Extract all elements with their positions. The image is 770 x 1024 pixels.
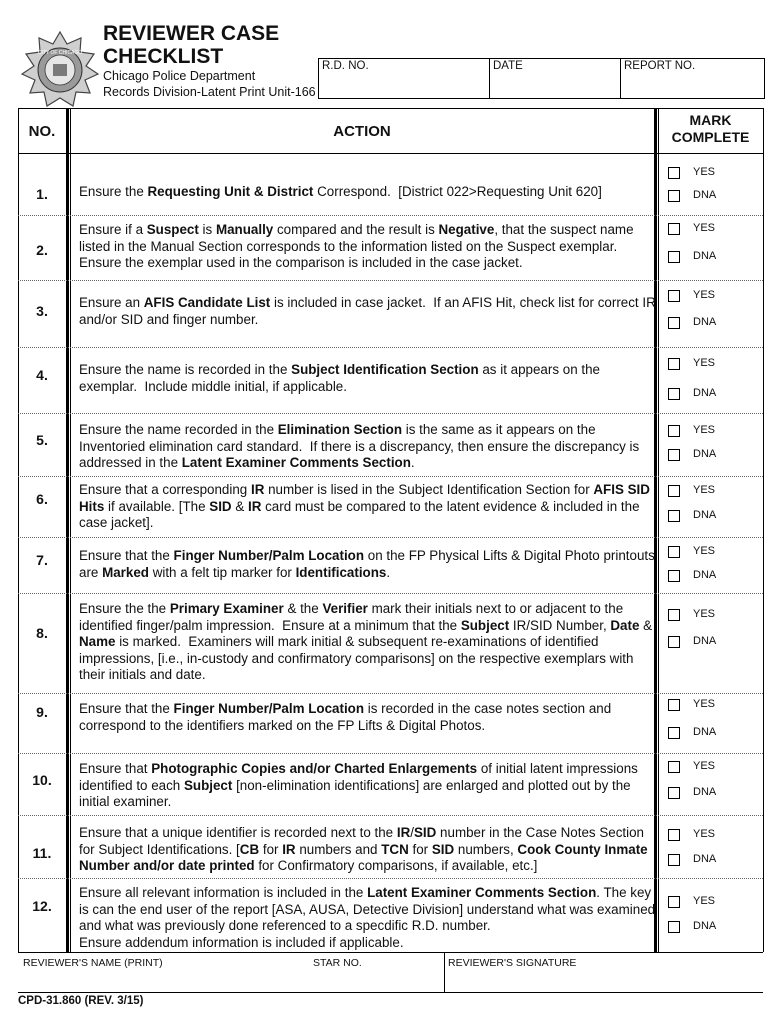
dna-checkbox[interactable] bbox=[668, 317, 680, 329]
no-column-rule-inner bbox=[70, 108, 71, 952]
yes-checkbox[interactable] bbox=[668, 223, 680, 235]
yes-label: YES bbox=[693, 222, 716, 234]
footer-bottom-rule bbox=[18, 992, 763, 993]
form-code: CPD-31.860 (REV. 3/15) bbox=[18, 995, 144, 1007]
report-no-field[interactable]: REPORT NO. bbox=[620, 58, 765, 98]
dna-label: DNA bbox=[693, 635, 717, 647]
yes-label: YES bbox=[693, 828, 716, 840]
col-action-heading: ACTION bbox=[333, 123, 391, 140]
row-action-text: Ensure the Requesting Unit & District Correspond. [District 022>Requesting Unit 620] bbox=[79, 184, 602, 199]
dna-checkbox[interactable] bbox=[668, 787, 680, 799]
header-row-rule bbox=[18, 153, 763, 154]
yes-checkbox[interactable] bbox=[668, 358, 680, 370]
star-no-label: STAR NO. bbox=[313, 957, 362, 969]
dna-checkbox[interactable] bbox=[668, 449, 680, 461]
dna-label: DNA bbox=[693, 316, 717, 328]
dna-label: DNA bbox=[693, 189, 717, 201]
row-action-text: Ensure if a Suspect is Manually compared and the result is Negative, that the suspect name listed in the Manual Section corresponds to the information listed on the Suspect exemplar. Ensure the exemplar used in the comparison is included in the case jacket. bbox=[79, 222, 634, 271]
reviewer-name-label: REVIEWER'S NAME (PRINT) bbox=[23, 957, 163, 969]
yes-label: YES bbox=[693, 357, 716, 369]
row-number: 4. bbox=[36, 367, 48, 383]
dna-checkbox[interactable] bbox=[668, 388, 680, 400]
row-action-text: Ensure an AFIS Candidate List is included in case jacket. If an AFIS Hit, check list for correct IR and/or SID and finger number. bbox=[79, 295, 656, 327]
row-divider bbox=[18, 593, 763, 594]
yes-checkbox[interactable] bbox=[668, 485, 680, 497]
mark-column-rule-inner bbox=[658, 108, 659, 952]
yes-checkbox[interactable] bbox=[668, 425, 680, 437]
row-divider bbox=[18, 815, 763, 816]
row-action-text: Ensure the the Primary Examiner & the Verifier mark their initials next to or adjacent to the identified finger/palm impression. Ensure at a minimum that the Subject IR/SID Number, Date & Name is marked. Examiners will mark initial & subsequent re-examinations of identified impressions, [i.e., in-custody and confirmatory comparisons] on the respective exemplars with their initials and date. bbox=[79, 601, 653, 683]
yes-label: YES bbox=[693, 424, 716, 436]
yes-checkbox[interactable] bbox=[668, 290, 680, 302]
row-number: 9. bbox=[36, 704, 48, 720]
row-divider bbox=[18, 280, 763, 281]
dna-label: DNA bbox=[693, 853, 717, 865]
row-divider bbox=[18, 215, 763, 216]
yes-checkbox[interactable] bbox=[668, 609, 680, 621]
dna-label: DNA bbox=[693, 726, 717, 738]
dna-label: DNA bbox=[693, 786, 717, 798]
row-number: 7. bbox=[36, 552, 48, 568]
row-divider bbox=[18, 878, 763, 879]
dna-label: DNA bbox=[693, 448, 717, 460]
yes-checkbox[interactable] bbox=[668, 546, 680, 558]
reviewer-signature-field[interactable] bbox=[445, 952, 763, 992]
header-bottom-rule bbox=[318, 98, 765, 99]
yes-checkbox[interactable] bbox=[668, 896, 680, 908]
yes-checkbox[interactable] bbox=[668, 761, 680, 773]
row-action-text: Ensure all relevant information is included in the Latent Examiner Comments Section. The key is can the end user of the report [ASA, AUSA, Detective Division] understand what was examined and what was previously done referenced to a specdific R.D. number. Ensure addendum information is included if applicable. bbox=[79, 885, 656, 950]
row-divider bbox=[18, 753, 763, 754]
chicago-police-seal-icon bbox=[20, 30, 100, 110]
dna-checkbox[interactable] bbox=[668, 854, 680, 866]
row-number: 6. bbox=[36, 491, 48, 507]
row-action-text: Ensure that the Finger Number/Palm Location is recorded in the case notes section and correspond to the identifiers marked on the FP Lifts & Digital Photos. bbox=[79, 701, 612, 733]
department-info: Chicago Police Department Records Division-Latent Print Unit-166 bbox=[103, 69, 316, 99]
yes-checkbox[interactable] bbox=[668, 829, 680, 841]
yes-checkbox[interactable] bbox=[668, 699, 680, 711]
reviewer-signature-label: REVIEWER'S SIGNATURE bbox=[448, 957, 577, 969]
row-action-text: Ensure the name is recorded in the Subject Identification Section as it appears on the exemplar. Include middle initial, if applicable. bbox=[79, 362, 600, 394]
row-number: 5. bbox=[36, 432, 48, 448]
rd-no-field[interactable]: R.D. NO. bbox=[318, 58, 489, 98]
row-divider bbox=[18, 413, 763, 414]
yes-label: YES bbox=[693, 608, 716, 620]
svg-text:CITY OF CHICAGO: CITY OF CHICAGO bbox=[37, 50, 83, 56]
dna-label: DNA bbox=[693, 387, 717, 399]
row-action-text: Ensure the name recorded in the Elimination Section is the same as it appears on the Inventoried elimination card standard. If there is a discrepancy, then ensure the discrepancy is addressed in the Latent Examiner Comments Section. bbox=[79, 422, 640, 471]
dna-checkbox[interactable] bbox=[668, 636, 680, 648]
date-field[interactable]: DATE bbox=[489, 58, 620, 98]
row-action-text: Ensure that Photographic Copies and/or Charted Enlargements of initial latent impressions identified to each Subject [non-elimination identifications] are enlarged and plotted out by the initial examiner. bbox=[79, 761, 638, 810]
dna-checkbox[interactable] bbox=[668, 251, 680, 263]
row-number: 10. bbox=[32, 772, 52, 788]
table-left-rule bbox=[18, 108, 19, 952]
row-number: 11. bbox=[32, 845, 52, 861]
dna-label: DNA bbox=[693, 509, 717, 521]
dna-checkbox[interactable] bbox=[668, 727, 680, 739]
no-column-rule bbox=[66, 108, 69, 952]
dna-label: DNA bbox=[693, 920, 717, 932]
row-action-text: Ensure that the Finger Number/Palm Location on the FP Physical Lifts & Digital Photo printouts are Marked with a felt tip marker for Identifications. bbox=[79, 548, 655, 580]
row-number: 8. bbox=[36, 625, 48, 641]
yes-checkbox[interactable] bbox=[668, 167, 680, 179]
yes-label: YES bbox=[693, 289, 716, 301]
dna-checkbox[interactable] bbox=[668, 190, 680, 202]
dna-checkbox[interactable] bbox=[668, 510, 680, 522]
row-action-text: Ensure that a corresponding IR number is lised in the Subject Identification Section for AFIS SID Hits if available. [The SID & IR card must be compared to the latent evidence & included in the case jacket]. bbox=[79, 482, 650, 531]
dna-label: DNA bbox=[693, 569, 717, 581]
row-divider bbox=[18, 693, 763, 694]
form-title: REVIEWER CASE CHECKLIST bbox=[103, 22, 280, 68]
col-mark-heading: MARK COMPLETE bbox=[671, 112, 750, 145]
row-action-text: Ensure that a unique identifier is recorded next to the IR/SID number in the Case Notes Section for Subject Identifications. [CB for IR numbers and TCN for SID numbers, Cook County Inmate Number and/or date printed for Confirmatory comparisons, if available, etc.] bbox=[79, 825, 648, 874]
reviewer-name-field[interactable] bbox=[18, 952, 444, 992]
yes-label: YES bbox=[693, 166, 716, 178]
table-top-rule bbox=[18, 108, 763, 109]
row-number: 2. bbox=[36, 242, 48, 258]
row-number: 12. bbox=[32, 898, 52, 914]
table-right-rule bbox=[763, 108, 764, 952]
col-no-heading: NO. bbox=[28, 123, 56, 140]
yes-label: YES bbox=[693, 698, 716, 710]
row-divider bbox=[18, 537, 763, 538]
row-divider bbox=[18, 347, 763, 348]
row-number: 3. bbox=[36, 303, 48, 319]
yes-label: YES bbox=[693, 895, 716, 907]
dna-checkbox[interactable] bbox=[668, 570, 680, 582]
dna-checkbox[interactable] bbox=[668, 921, 680, 933]
row-number: 1. bbox=[36, 186, 48, 202]
yes-label: YES bbox=[693, 484, 716, 496]
yes-label: YES bbox=[693, 760, 716, 772]
row-divider bbox=[18, 476, 763, 477]
dna-label: DNA bbox=[693, 250, 717, 262]
yes-label: YES bbox=[693, 545, 716, 557]
